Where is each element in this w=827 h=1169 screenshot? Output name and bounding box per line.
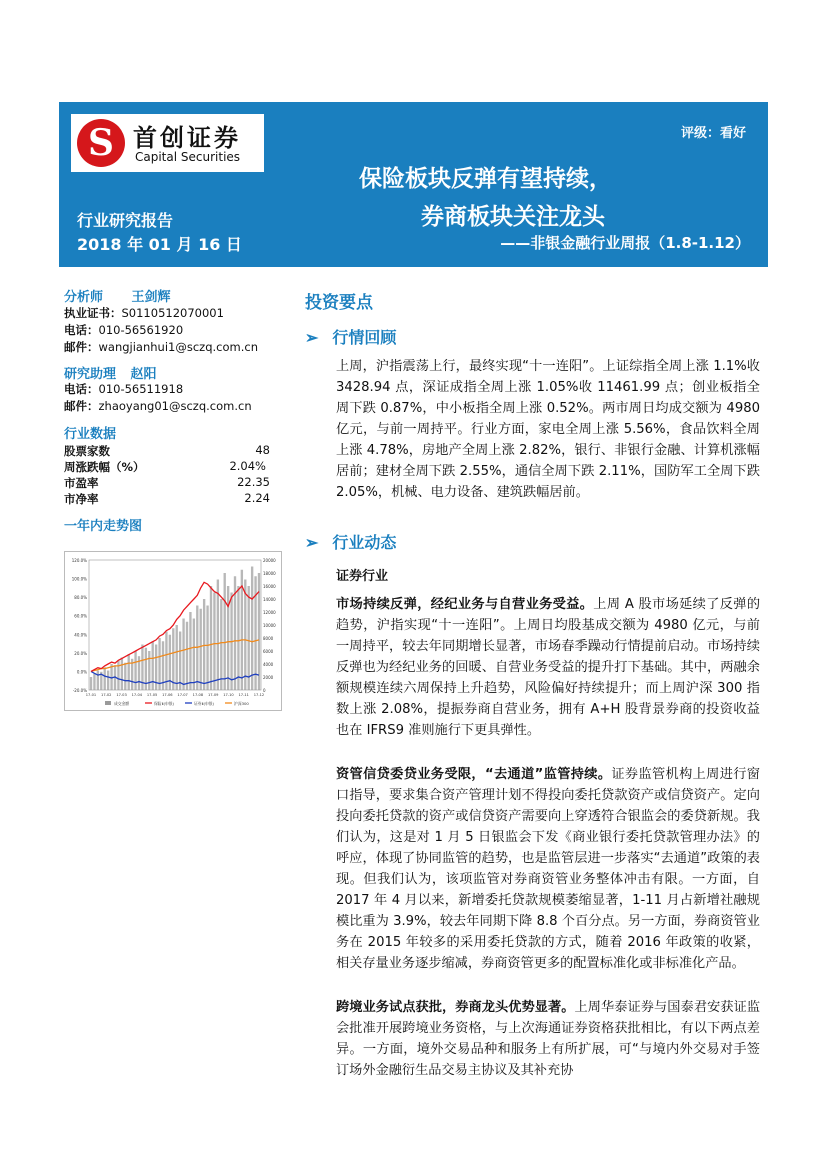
assistant-label: 研究助理: [64, 367, 117, 382]
analyst-row: [64, 286, 171, 305]
market-review-paragraph: 上周，沪指震荡上行，最终实现“十一连阳”。上证综指全周上涨 1.1%收 3428.94 点，深证成指全周上涨 1.05%收 11461.99 点；创业板指全周下跌 0.87%，中小板指全周上涨 0.52%。两市周日均成交额为 4980 亿元，与前一周持平。行业方面，家电全周上涨 5.56%，食品饮料全周上涨 4.78%，房地产全周上涨 2.82%，银行、非银行金融、计算机涨幅居前；建材全周下跌 2.55%，通信全周下跌 2.11%，国防军工全周下跌 2.05%，机械、电力设备、建筑跌幅居前。: [336, 359, 760, 500]
cert-row: [64, 305, 224, 321]
legend-label: 沪深300: [234, 701, 249, 706]
volume-bar: [110, 664, 112, 690]
phone1-label: 电话：: [64, 323, 99, 337]
volume-bar: [244, 580, 246, 691]
phone1-value: 010-56561920: [98, 323, 184, 337]
volume-bar: [124, 663, 126, 690]
y-right-tick-label: 10000: [263, 623, 276, 628]
report-title-line1: 保险板块反弹有望持续，: [359, 165, 612, 192]
volume-bar: [213, 593, 215, 691]
volume-bar: [97, 671, 99, 691]
stats-row: [64, 491, 270, 507]
report-subtitle: ——非银金融行业周报（1.8-1.12）: [500, 234, 750, 252]
assistant-name: 赵阳: [130, 367, 157, 382]
legend-swatch: [105, 701, 111, 705]
arrow-icon: ➢: [305, 328, 319, 347]
volume-bar: [104, 667, 106, 690]
volume-bar: [158, 638, 160, 690]
y-left-tick-label: 0.0%: [76, 669, 87, 675]
stats-row: [64, 443, 270, 459]
stat-label: 股票家数: [64, 444, 110, 458]
volume-bar: [224, 573, 226, 690]
x-tick-label: 17-06: [162, 693, 173, 697]
volume-bar: [128, 654, 130, 690]
x-tick-label: 17-11: [238, 693, 249, 697]
x-tick-label: 17-05: [146, 693, 158, 697]
volume-bar: [258, 573, 260, 690]
x-tick-label: 17-08: [192, 693, 204, 697]
volume-bar: [152, 641, 154, 690]
legend-label: 证券Ⅱ(申银): [194, 701, 215, 706]
volume-bar: [90, 677, 92, 690]
volume-bar: [107, 671, 109, 691]
arrow-icon: ➢: [305, 533, 319, 552]
volume-bar: [121, 658, 123, 691]
paragraph-body: 上周 A 股市场延续了反弹的趋势，沪指实现“十一连阳”。上周日均股基成交额为 4980 亿元，与前一周持平，较去年同期增长显著，市场春季躁动行情提前启动。市场持续反弹也为经纪业务的回暖、自营业务受益的提升打下基础。其中，两融余额规模连续六周保持上升趋势，风险偏好持续提升；而上周沪深 300 指数上涨 2.08%，提振券商自营业务，拥有 A+H 股背景券商的投资收益也在 IFRS9 准则施行下更具弹性。: [336, 597, 761, 738]
stats-row: [64, 459, 266, 475]
header-banner: [59, 102, 768, 267]
subsection-industry-news: [305, 530, 396, 553]
y-left-tick-label: 120.0%: [71, 558, 87, 563]
x-tick-label: 17-09: [207, 693, 219, 697]
phone2-row: [64, 381, 183, 397]
series-line: [91, 582, 259, 671]
x-tick-label: 17-01: [85, 693, 97, 697]
subsection-title: 行情回顾: [332, 328, 397, 347]
volume-bar: [254, 576, 256, 690]
securities-industry-heading: 证券行业: [336, 569, 389, 584]
y-right-tick-label: 8000: [263, 636, 274, 641]
volume-bar: [182, 619, 184, 691]
industry-data-title: 行业数据: [64, 427, 117, 442]
y-left-tick-label: 40.0%: [74, 632, 87, 638]
subsection-title: 行业动态: [332, 533, 397, 552]
stat-value: 48: [255, 443, 270, 457]
company-logo: [71, 114, 264, 172]
volume-bar: [193, 619, 195, 691]
asset-management-paragraph: [336, 764, 760, 974]
volume-bar: [210, 586, 212, 690]
rating-label: 评级：看好: [680, 126, 746, 141]
volume-bar: [176, 625, 178, 690]
stat-label: 周涨跌幅（%）: [64, 460, 145, 474]
cross-border-paragraph: [336, 997, 760, 1081]
email2-value[interactable]: zhaoyang01@sczq.com.cn: [98, 399, 252, 413]
y-left-tick-label: -20.0%: [72, 688, 87, 693]
x-tick-label: 17-10: [223, 693, 234, 697]
email1-value[interactable]: wangjianhui1@sczq.com.cn: [98, 340, 258, 354]
volume-bar: [189, 612, 191, 690]
paragraph-lead: 资管信贷委贷业务受限，“去通道”监管持续。: [336, 767, 612, 782]
stat-label: 市净率: [64, 492, 99, 506]
volume-bar: [172, 628, 174, 690]
volume-bar: [251, 567, 253, 691]
x-tick-label: 17-04: [131, 693, 143, 697]
brokerage-paragraph: [336, 594, 760, 741]
volume-bar: [217, 580, 219, 691]
email1-row: [64, 339, 258, 355]
legend-label: 保险Ⅱ(申银): [154, 701, 175, 706]
chart-title: 一年内走势图: [64, 519, 143, 534]
series-line: [91, 671, 259, 684]
email2-label: 邮件：: [64, 399, 99, 413]
y-right-tick-label: 16000: [263, 584, 276, 589]
volume-bar: [179, 632, 181, 691]
y-left-tick-label: 80.0%: [74, 595, 87, 601]
y-right-tick-label: 12000: [263, 610, 276, 615]
x-tick-label: 17-02: [101, 693, 112, 697]
paragraph-lead: 跨境业务试点获批，券商龙头优势显著。: [336, 1000, 575, 1015]
volume-bar: [134, 651, 136, 690]
stat-value: 22.35: [237, 475, 270, 489]
volume-bar: [237, 586, 239, 690]
x-tick-label: 17-07: [177, 693, 188, 697]
y-left-tick-label: 60.0%: [74, 613, 87, 619]
logo-chinese-name: 首创证券: [133, 123, 241, 152]
assistant-row: [64, 363, 157, 382]
cert-value: S0110512070001: [121, 306, 224, 320]
volume-bar: [220, 599, 222, 690]
stat-value: 2.04%: [229, 459, 266, 473]
paragraph-body: 证券监管机构上周进行窗口指导，要求集合资产管理计划不得投向委托贷款资产或信贷资产。定向投向委托贷款的资产或信贷资产需要向上穿透符合银监会的委贷新规。我们认为，这是对 1 月 5 日银监会下发《商业银行委托贷款管理办法》的呼应，体现了协同监管的趋势，也是监管层进一步落实“去通道”政策的表现。但我们认为，该项监管对券商资管业务整体冲击有限。一方面，自 2017 年 4 月以来，新增委托贷款规模萎缩显著，1-11 月占新增社融规模比重为 3.9%，较去年同期下降 8.8 个百分点。另一方面，券商资管业务在 2015 年较多的采用委托贷款的方式，随着 2016 年政策的收紧，相关存量业务逐步缩减，券商资管更多的配置标准化或非标准化产品。: [336, 767, 760, 971]
volume-bar: [227, 586, 229, 690]
volume-bar: [148, 651, 150, 690]
y-right-tick-label: 20000: [263, 558, 276, 563]
analyst-label: 分析师: [64, 290, 104, 305]
phone1-row: [64, 322, 183, 338]
y-right-tick-label: 0: [263, 688, 266, 693]
volume-bar: [93, 674, 95, 690]
volume-bar: [200, 609, 202, 690]
x-tick-label: 17-12: [253, 693, 265, 697]
email1-label: 邮件：: [64, 340, 99, 354]
volume-bar: [248, 586, 250, 690]
y-right-tick-label: 6000: [263, 649, 274, 654]
analyst-name: 王剑辉: [131, 290, 171, 305]
subsection-market-review: [305, 325, 396, 348]
stats-row: [64, 475, 270, 491]
trend-chart: [64, 551, 282, 711]
phone2-label: 电话：: [64, 382, 99, 396]
logo-mark-icon: [77, 119, 125, 167]
y-right-tick-label: 14000: [263, 597, 276, 602]
logo-mark-letter: S: [88, 122, 114, 164]
report-type: 行业研究报告: [77, 211, 174, 230]
y-left-tick-label: 100.0%: [71, 576, 87, 582]
series-line: [91, 640, 259, 672]
x-tick-label: 17-03: [116, 693, 127, 697]
logo-english-name: Capital Securities: [135, 150, 241, 164]
paragraph-lead: 市场持续反弹，经纪业务与自营业务受益。: [336, 597, 594, 612]
email2-row: [64, 398, 252, 414]
phone2-value: 010-56511918: [98, 382, 184, 396]
y-right-tick-label: 2000: [263, 675, 274, 680]
section-title: 投资要点: [305, 293, 373, 313]
stat-label: 市盈率: [64, 476, 99, 490]
y-left-tick-label: 20.0%: [74, 650, 87, 656]
report-title-line2: 券商板块关注龙头: [421, 203, 605, 230]
y-right-tick-label: 4000: [263, 662, 274, 667]
paragraph-body: 上周华泰证券与国泰君安获证监会批准开展跨境业务资格，与上次海通证券资格获批相比，有以下两点差异。一方面，境外交易品种和服务上有所扩展，可“与境内外交易对手签订场外金融衍生品交易主协议及其补充协: [336, 1000, 761, 1078]
report-date: 2018 年 01 月 16 日: [77, 235, 242, 254]
trend-chart-svg: [65, 552, 281, 710]
volume-bar: [203, 599, 205, 690]
volume-bar: [206, 606, 208, 691]
volume-bar: [186, 622, 188, 690]
cert-label: 执业证书：: [64, 306, 122, 320]
legend-label: 成交金额: [114, 701, 130, 706]
y-right-tick-label: 18000: [263, 571, 276, 576]
stat-value: 2.24: [244, 491, 270, 505]
